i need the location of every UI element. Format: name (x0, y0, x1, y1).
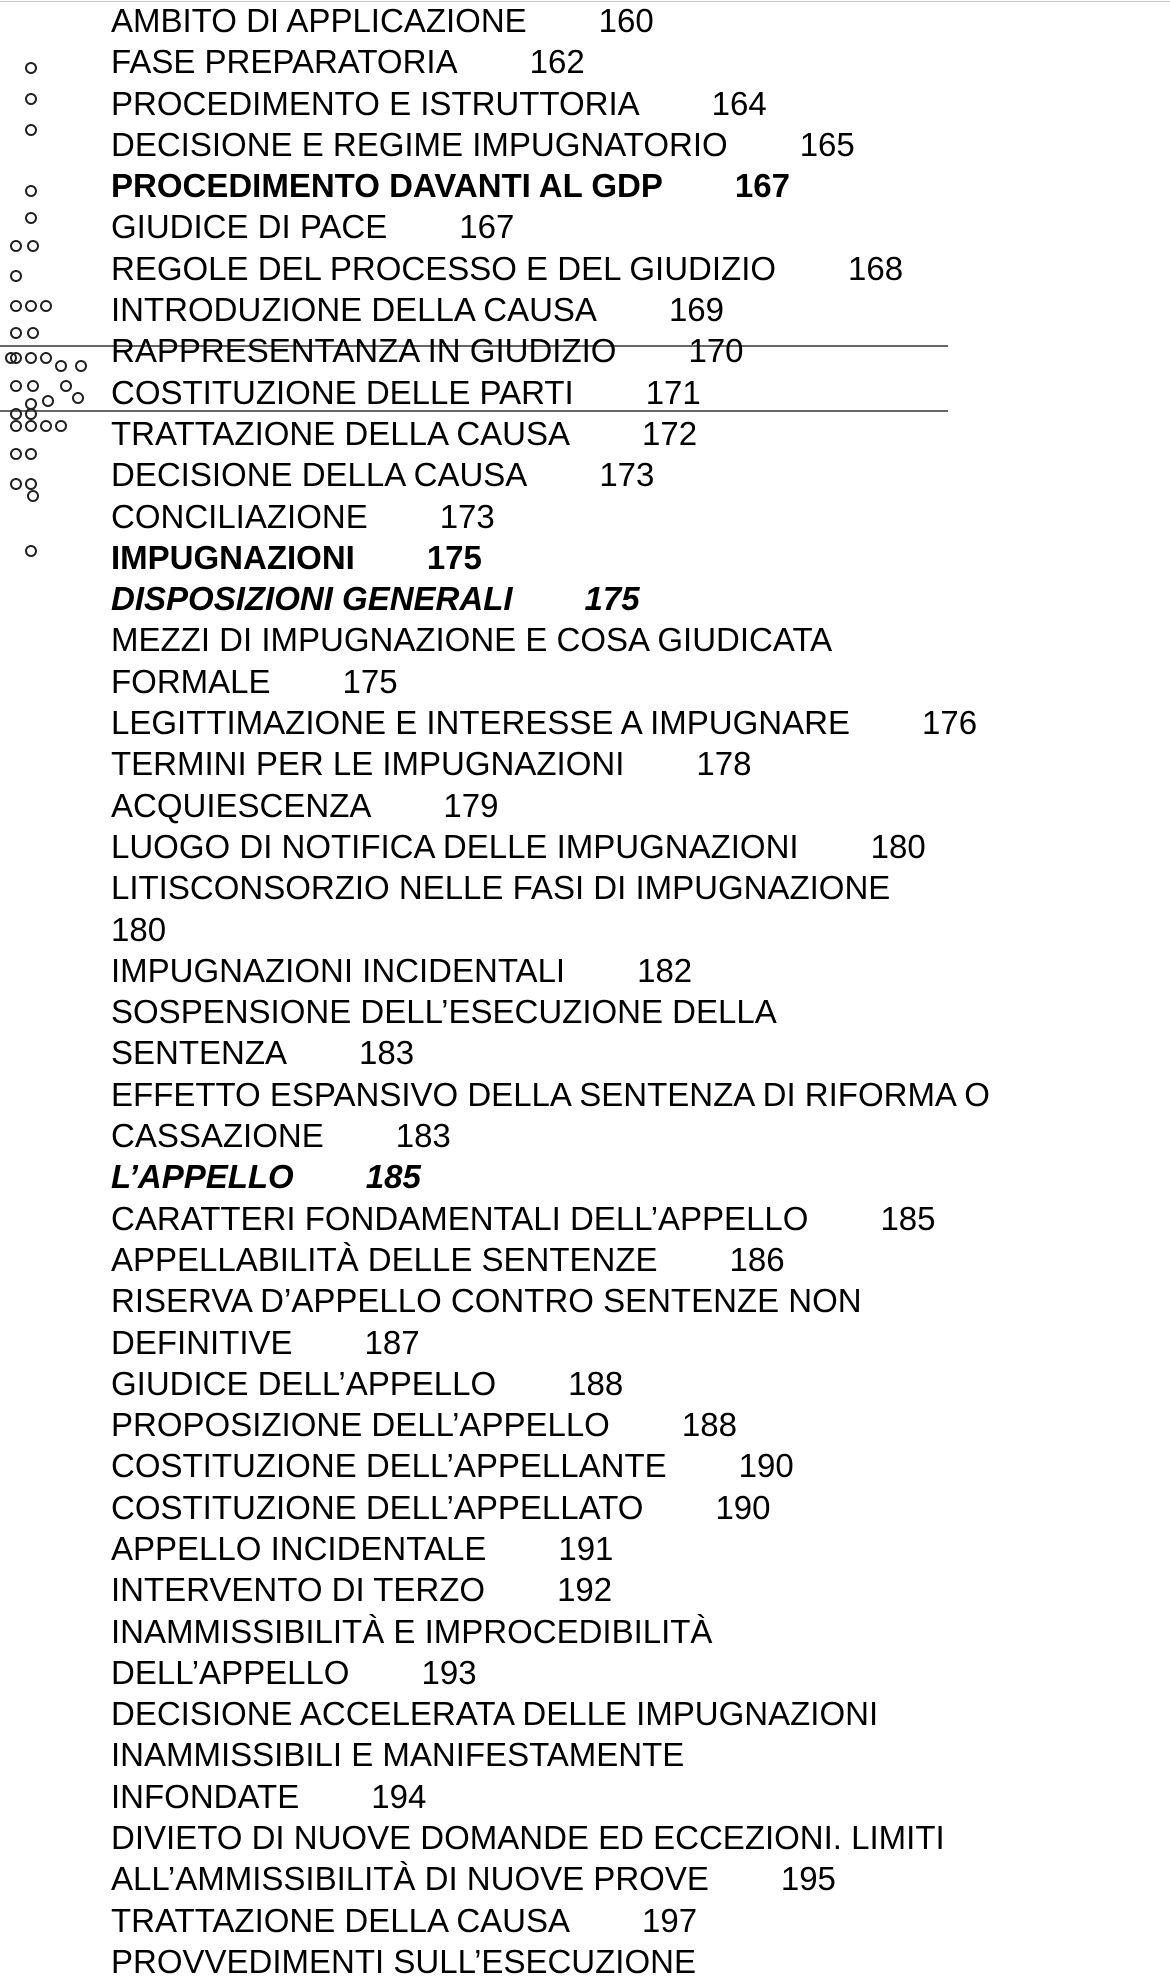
toc-entry-title: EFFETTO ESPANSIVO DELLA SENTENZA DI RIFORMA O (111, 1075, 990, 1113)
toc-entry[interactable] (111, 1156, 1111, 1197)
toc-entry-title: IMPUGNAZIONI INCIDENTALI (111, 951, 566, 989)
hollow-circle-icon (10, 420, 22, 432)
hollow-circle-icon (27, 380, 39, 392)
toc-entry[interactable] (111, 41, 1111, 82)
toc-entry-title-continued: DEFINITIVE (111, 1323, 293, 1361)
toc-page-number: 175 (426, 538, 482, 576)
toc-page-number: 179 (443, 786, 499, 824)
toc-entry[interactable] (111, 454, 1111, 495)
toc-entry-title: ACQUIESCENZA (111, 786, 372, 824)
toc-page-number: 192 (557, 1571, 613, 1609)
toc-entry[interactable] (111, 1528, 1111, 1569)
toc-entry-title: APPELLABILITÀ DELLE SENTENZE (111, 1240, 658, 1278)
toc-entry-title: INAMMISSIBILITÀ E IMPROCEDIBILITÀ (111, 1612, 713, 1650)
toc-page-number: 183 (359, 1034, 415, 1072)
toc-entry-title: CONCILIAZIONE (111, 497, 368, 535)
toc-entry[interactable] (111, 1569, 1111, 1610)
table-of-contents (111, 0, 1111, 1982)
toc-entry[interactable] (111, 165, 1111, 206)
toc-entry[interactable] (111, 1817, 1111, 1858)
toc-entry-title: TRATTAZIONE DELLA CAUSA (111, 414, 571, 452)
hollow-circle-icon (25, 478, 37, 490)
hollow-circle-icon (10, 380, 22, 392)
toc-entry[interactable] (111, 1900, 1111, 1941)
toc-entry[interactable] (111, 0, 1111, 41)
toc-entry-title: CARATTERI FONDAMENTALI DELL’APPELLO (111, 1199, 809, 1237)
hollow-circle-icon (25, 352, 37, 364)
toc-entry-title: LUOGO DI NOTIFICA DELLE IMPUGNAZIONI (111, 827, 799, 865)
toc-entry-title: PROVVEDIMENTI SULL’ESECUZIONE (111, 1942, 696, 1980)
toc-entry[interactable] (111, 1445, 1111, 1486)
hollow-circle-icon (25, 62, 37, 74)
toc-entry-title: TRATTAZIONE DELLA CAUSA (111, 1901, 571, 1939)
toc-entry-title: DECISIONE E REGIME IMPUGNATORIO (111, 125, 728, 163)
toc-entry[interactable] (111, 330, 1111, 371)
toc-entry-title: COSTITUZIONE DELL’APPELLANTE (111, 1447, 667, 1485)
toc-entry-continuation[interactable] (111, 909, 1111, 950)
hollow-circle-icon (60, 380, 72, 392)
toc-page-number: 167 (734, 167, 790, 205)
toc-entry-title: APPELLO INCIDENTALE (111, 1529, 487, 1567)
toc-entry-title-continued: CASSAZIONE (111, 1117, 324, 1155)
toc-entry-title: RAPPRESENTANZA IN GIUDIZIO (111, 332, 617, 370)
hollow-circle-icon (10, 478, 22, 490)
toc-entry-title: DECISIONE DELLA CAUSA (111, 456, 528, 494)
toc-entry[interactable] (111, 950, 1111, 991)
toc-page-number: 188 (681, 1406, 737, 1444)
toc-page-number: 197 (642, 1901, 698, 1939)
toc-page-number: 186 (729, 1240, 785, 1278)
toc-entry[interactable] (111, 1487, 1111, 1528)
toc-entry-continuation[interactable] (111, 1734, 1111, 1775)
toc-entry-title: IMPUGNAZIONI (111, 538, 355, 576)
toc-page-number: 191 (558, 1529, 614, 1567)
hollow-circle-icon (10, 240, 22, 252)
toc-entry[interactable] (111, 496, 1111, 537)
toc-page-number: 175 (342, 662, 398, 700)
toc-page-number: 173 (599, 456, 655, 494)
toc-page-number: 185 (880, 1199, 936, 1237)
toc-entry-title: DIVIETO DI NUOVE DOMANDE ED ECCEZIONI. LIMITI (111, 1819, 945, 1857)
toc-entry[interactable] (111, 619, 1111, 660)
toc-entry[interactable] (111, 124, 1111, 165)
toc-entry[interactable] (111, 743, 1111, 784)
toc-entry-title: COSTITUZIONE DELLE PARTI (111, 373, 574, 411)
toc-entry-continuation[interactable] (111, 1652, 1111, 1693)
toc-entry-title: INTERVENTO DI TERZO (111, 1571, 486, 1609)
hollow-circle-icon (25, 124, 37, 136)
hollow-circle-icon (10, 300, 22, 312)
toc-entry-title: RISERVA D’APPELLO CONTRO SENTENZE NON (111, 1282, 862, 1320)
toc-entry-continuation[interactable] (111, 1776, 1111, 1817)
toc-entry-title-continued: INFONDATE (111, 1777, 300, 1815)
toc-page-number: 187 (364, 1323, 420, 1361)
toc-page-number: 195 (780, 1860, 836, 1898)
hollow-circle-icon (10, 408, 22, 420)
toc-entry-title: FASE PREPARATORIA (111, 43, 458, 81)
hollow-circle-icon (42, 395, 54, 407)
hollow-circle-icon (75, 360, 87, 372)
toc-entry-title: REGOLE DEL PROCESSO E DEL GIUDIZIO (111, 249, 777, 287)
hollow-circle-icon (10, 327, 22, 339)
toc-page-number: 169 (668, 291, 724, 329)
toc-entry[interactable] (111, 578, 1111, 619)
toc-entry-title-continued: DELL’APPELLO (111, 1653, 350, 1691)
hollow-circle-icon (25, 300, 37, 312)
toc-entry[interactable] (111, 1941, 1111, 1982)
toc-entry[interactable] (111, 413, 1111, 454)
toc-page-number: 170 (688, 332, 744, 370)
toc-page-number: 175 (584, 580, 640, 618)
toc-entry[interactable] (111, 1074, 1111, 1115)
toc-entry-title: INTRODUZIONE DELLA CAUSA (111, 291, 597, 329)
hollow-circle-icon (55, 420, 67, 432)
hollow-circle-icon (25, 212, 37, 224)
toc-entry[interactable] (111, 1611, 1111, 1652)
toc-entry-title: COSTITUZIONE DELL’APPELLATO (111, 1488, 644, 1526)
toc-entry-title: DISPOSIZIONI GENERALI (111, 580, 513, 618)
toc-page-number: 173 (439, 497, 495, 535)
hollow-circle-icon (40, 300, 52, 312)
toc-entry[interactable] (111, 206, 1111, 247)
toc-entry[interactable] (111, 537, 1111, 578)
hollow-circle-icon (72, 392, 84, 404)
toc-entry[interactable] (111, 1693, 1111, 1734)
toc-entry[interactable] (111, 248, 1111, 289)
toc-page-number: 165 (799, 125, 855, 163)
toc-page-number: 182 (637, 951, 693, 989)
toc-entry-title: L’APPELLO (111, 1158, 294, 1196)
toc-entry[interactable] (111, 83, 1111, 124)
hollow-circle-icon (40, 420, 52, 432)
toc-page-number: 162 (529, 43, 585, 81)
toc-entry-title: AMBITO DI APPLICAZIONE (111, 2, 527, 39)
toc-entry-title: PROPOSIZIONE DELL’APPELLO (111, 1406, 610, 1444)
toc-entry[interactable] (111, 1363, 1111, 1404)
toc-page-number: 168 (848, 249, 904, 287)
bullet-column (0, 0, 110, 600)
toc-page-number: 183 (395, 1117, 451, 1155)
toc-page-number: 171 (645, 373, 701, 411)
toc-entry-title: TERMINI PER LE IMPUGNAZIONI (111, 745, 625, 783)
toc-entry-title: PROCEDIMENTO E ISTRUTTORIA (111, 84, 640, 122)
toc-entry-title: MEZZI DI IMPUGNAZIONE E COSA GIUDICATA (111, 621, 833, 659)
toc-entry[interactable] (111, 826, 1111, 867)
hollow-circle-icon (10, 270, 22, 282)
toc-page-number: 190 (738, 1447, 794, 1485)
toc-entry-continuation[interactable] (111, 1115, 1111, 1156)
toc-entry[interactable] (111, 372, 1111, 413)
toc-entry-title-continued: ALL’AMMISSIBILITÀ DI NUOVE PROVE (111, 1860, 709, 1898)
toc-page-number: 188 (568, 1364, 624, 1402)
toc-entry[interactable] (111, 867, 1111, 908)
hollow-circle-icon (5, 352, 17, 364)
toc-entry-title-continued: FORMALE (111, 662, 271, 700)
toc-entry-title: LEGITTIMAZIONE E INTERESSE A IMPUGNARE (111, 704, 850, 742)
toc-entry[interactable] (111, 785, 1111, 826)
toc-page-number: 190 (715, 1488, 771, 1526)
toc-entry[interactable] (111, 1198, 1111, 1239)
hollow-circle-icon (25, 448, 37, 460)
toc-entry-continuation[interactable] (111, 1032, 1111, 1073)
hollow-circle-icon (10, 448, 22, 460)
hollow-circle-icon (27, 490, 39, 502)
hollow-circle-icon (55, 360, 67, 372)
toc-entry[interactable] (111, 289, 1111, 330)
toc-page-number: 172 (642, 414, 698, 452)
toc-entry-title: SOSPENSIONE DELL’ESECUZIONE DELLA (111, 993, 777, 1031)
toc-entry-title-continued: SENTENZA (111, 1034, 288, 1072)
toc-page-number: 193 (421, 1653, 477, 1691)
toc-page-number: 180 (111, 910, 167, 948)
toc-entry[interactable] (111, 1239, 1111, 1280)
toc-entry[interactable] (111, 702, 1111, 743)
hollow-circle-icon (25, 185, 37, 197)
toc-entry-title-continued: INAMMISSIBILI E MANIFESTAMENTE (111, 1736, 685, 1774)
toc-entry-title: PROCEDIMENTO DAVANTI AL GDP (111, 167, 663, 205)
toc-page-number: 176 (921, 704, 978, 742)
toc-page-number: 180 (870, 827, 926, 865)
toc-entry[interactable] (111, 991, 1111, 1032)
toc-entry[interactable] (111, 1404, 1111, 1445)
toc-entry-title: GIUDICE DI PACE (111, 208, 388, 246)
hollow-circle-icon (25, 545, 37, 557)
toc-page-number: 178 (696, 745, 752, 783)
hollow-circle-icon (27, 240, 39, 252)
toc-entry-continuation[interactable] (111, 661, 1111, 702)
hollow-circle-icon (27, 327, 39, 339)
toc-entry-continuation[interactable] (111, 1322, 1111, 1363)
toc-entry-title: LITISCONSORZIO NELLE FASI DI IMPUGNAZIONE (111, 869, 891, 907)
toc-entry-title: GIUDICE DELL’APPELLO (111, 1364, 497, 1402)
toc-entry-continuation[interactable] (111, 1858, 1111, 1899)
hollow-circle-icon (25, 93, 37, 105)
toc-page-number: 164 (711, 84, 767, 122)
hollow-circle-icon (25, 420, 37, 432)
toc-entry-title: DECISIONE ACCELERATA DELLE IMPUGNAZIONI (111, 1695, 879, 1733)
toc-page-number: 185 (365, 1158, 421, 1196)
hollow-circle-icon (25, 408, 37, 420)
toc-page-number: 160 (598, 2, 654, 39)
toc-page-number: 194 (371, 1777, 427, 1815)
hollow-circle-icon (40, 352, 52, 364)
toc-entry[interactable] (111, 1280, 1111, 1321)
toc-page-number: 167 (459, 208, 515, 246)
